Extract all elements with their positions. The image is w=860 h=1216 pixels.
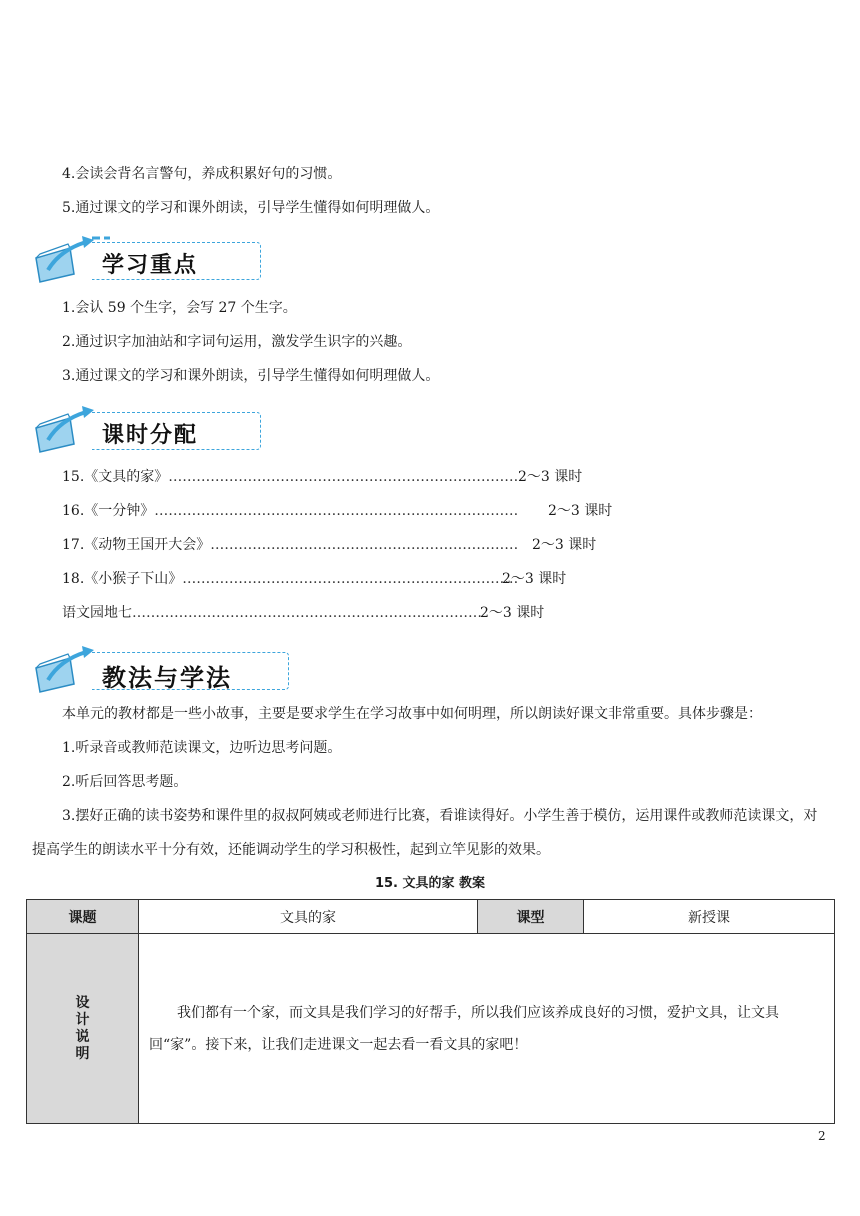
schedule-lesson: 语文园地七 <box>62 605 132 621</box>
goal-item-5: 5.通过课文的学习和课外朗读，引导学生懂得如何明理做人。 <box>62 200 440 216</box>
methods-step-2: 2.听后回答思考题。 <box>62 774 188 790</box>
book-arrow-icon <box>30 640 110 696</box>
section-title-focus: 学习重点 <box>102 253 199 278</box>
schedule-time: 2～3 课时 <box>480 605 545 621</box>
leader-dots: ………………………………………………………………… <box>132 605 482 621</box>
design-label: 设计说明 <box>75 994 90 1062</box>
book-arrow-icon <box>30 230 110 286</box>
schedule-lesson: 18.《小猴子下山》 <box>62 571 183 587</box>
leader-dots: …………………………………………………………………… <box>154 503 519 519</box>
leader-dots: ………………………………………………………… <box>210 537 519 553</box>
design-label-cell <box>27 934 139 1124</box>
section-heading-schedule <box>30 400 230 456</box>
leader-dots: ……………………………………………………………… <box>182 571 519 587</box>
methods-step-1: 1.听录音或教师范读课文，边听边思考问题。 <box>62 740 342 756</box>
section-title-methods: 教法与学法 <box>102 664 232 692</box>
schedule-time: 2～3 课时 <box>548 503 613 519</box>
table-row <box>27 900 835 934</box>
schedule-time: 2～3 课时 <box>518 469 583 485</box>
schedule-row <box>62 569 567 589</box>
schedule-row <box>62 501 613 521</box>
topic-label: 课题 <box>27 900 139 934</box>
type-label: 课型 <box>478 900 584 934</box>
section-heading-methods <box>30 640 260 696</box>
leader-dots: ………………………………………………………………… <box>168 469 519 485</box>
focus-item-1: 1.会认 59 个生字，会写 27 个生字。 <box>62 300 297 316</box>
topic-value: 文具的家 <box>139 900 478 934</box>
focus-item-2: 2.通过识字加油站和字词句运用，激发学生识字的兴趣。 <box>62 334 412 350</box>
schedule-lesson: 15.《文具的家》 <box>62 469 169 485</box>
schedule-time: 2～3 课时 <box>502 571 567 587</box>
focus-item-3: 3.通过课文的学习和课外朗读，引导学生懂得如何明理做人。 <box>62 368 440 384</box>
methods-step-3: 3.摆好正确的读书姿势和课件里的叔叔阿姨或老师进行比赛，看谁读得好。小学生善于模仿，运用课件或教师范读课文，对提高学生的朗读水平十分有效，还能调动学生的学习积极性，起到立竿见影的效果。 <box>32 808 818 858</box>
type-value: 新授课 <box>584 900 835 934</box>
goal-item-4: 4.会读会背名言警句，养成积累好句的习惯。 <box>62 166 342 182</box>
table-row <box>27 934 835 1124</box>
schedule-row <box>62 535 597 555</box>
methods-intro: 本单元的教材都是一些小故事，主要是要求学生在学习故事中如何明理，所以朗读好课文非常重要。具体步骤是： <box>62 706 762 722</box>
schedule-row <box>62 603 545 623</box>
section-heading-focus <box>30 230 230 286</box>
design-text: 我们都有一个家，而文具是我们学习的好帮手，所以我们应该养成良好的习惯，爱护文具，让文具回“家”。接下来，让我们走进课文一起去看一看文具的家吧！ <box>139 934 835 1124</box>
book-arrow-icon <box>30 400 110 456</box>
page-number: 2 <box>818 1129 826 1143</box>
lesson-plan-caption: 15. 文具的家 教案 <box>374 876 486 891</box>
schedule-row <box>62 467 583 487</box>
section-title-schedule: 课时分配 <box>102 423 199 448</box>
schedule-lesson: 17.《动物王国开大会》 <box>62 537 211 553</box>
schedule-lesson: 16.《一分钟》 <box>62 503 155 519</box>
schedule-time: 2～3 课时 <box>532 537 597 553</box>
lesson-plan-table <box>26 899 835 1124</box>
